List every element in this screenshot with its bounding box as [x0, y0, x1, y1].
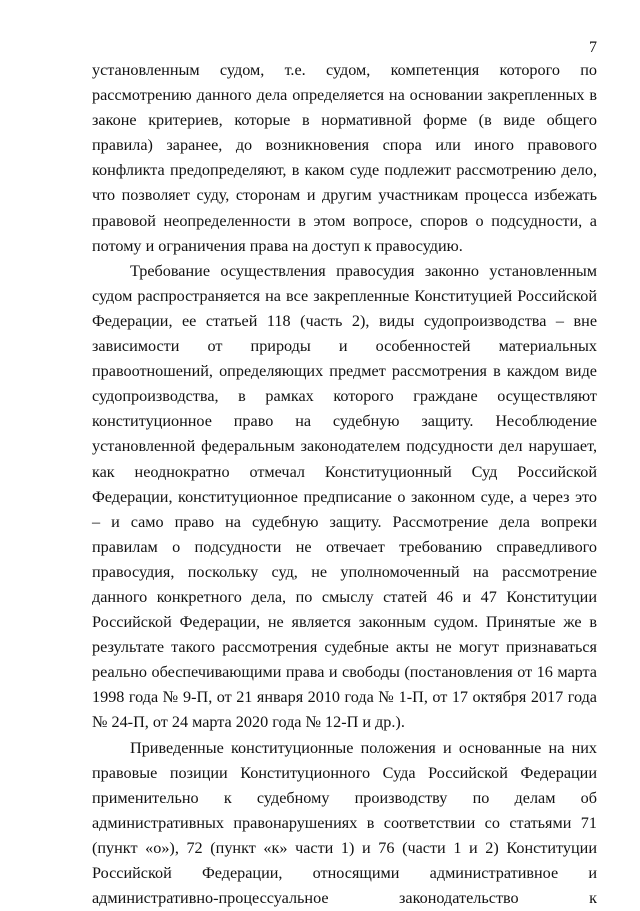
paragraph-3: Приведенные конституционные положения и основанные на них правовые позиции Конституционного Суда Российской Федерации применительно к судебному производству по делам об административных правонарушениях в соответствии со статьями 71 (пункт «о»), 72 (пункт «к» части 1) и 76 (части 1 и 2) Конституции Российской Федерации, относящими административное и административно-процессуальное законодательство к	[92, 738, 597, 908]
paragraph-1: установленным судом, т.е. судом, компетенция которого по рассмотрению данного дела определяется на основании закрепленных в законе критериев, которые в нормативной форме (в виде общего правила) заранее, до возникновения спора или иного правового конфликта предопределяют, в каком суде подлежит рассмотрению дело, что позволяет суду, сторонам и другим участникам процесса избежать правовой неопределенности в этом вопросе, споров о подсудности, а потому и ограничения права на доступ к правосудию.	[92, 61, 597, 255]
paragraph-2: Требование осуществления правосудия законно установленным судом распространяется на все закрепленные Конституцией Российской Федерации, ее статьей 118 (часть 2), виды судопроизводства – вне зависимости от природы и особенностей материальных правоотношений, определяющих предмет рассмотрения в каждом виде судопроизводства, в рамках которого граждане осуществляют конституционное право на судебную защиту. Несоблюдение установленной федеральным законодателем подсудности дел нарушает, как неоднократно отмечал Конституционный Суд Российской Федерации, конституционное предписание о законном суде, а через это – и само право на судебную защиту. Рассмотрение дела вопреки правилам о подсудности не отвечает требованию справедливого правосудия, поскольку суд, не уполномоченный на рассмотрение данного конкретного дела, по смыслу статей 46 и 47 Конституции Российской Федерации, не является законным судом. Принятые же в результате такого рассмотрения судебные акты не могут признаваться реально обеспечивающими права и свободы (постановления от 16 марта 1998 года № 9-П, от 21 января 2010 года № 1-П, от 17 октября 2017 года № 24-П, от 24 марта 2020 года № 12-П и др.).	[92, 261, 597, 732]
document-body	[92, 58, 597, 911]
page-number: 7	[589, 39, 597, 56]
